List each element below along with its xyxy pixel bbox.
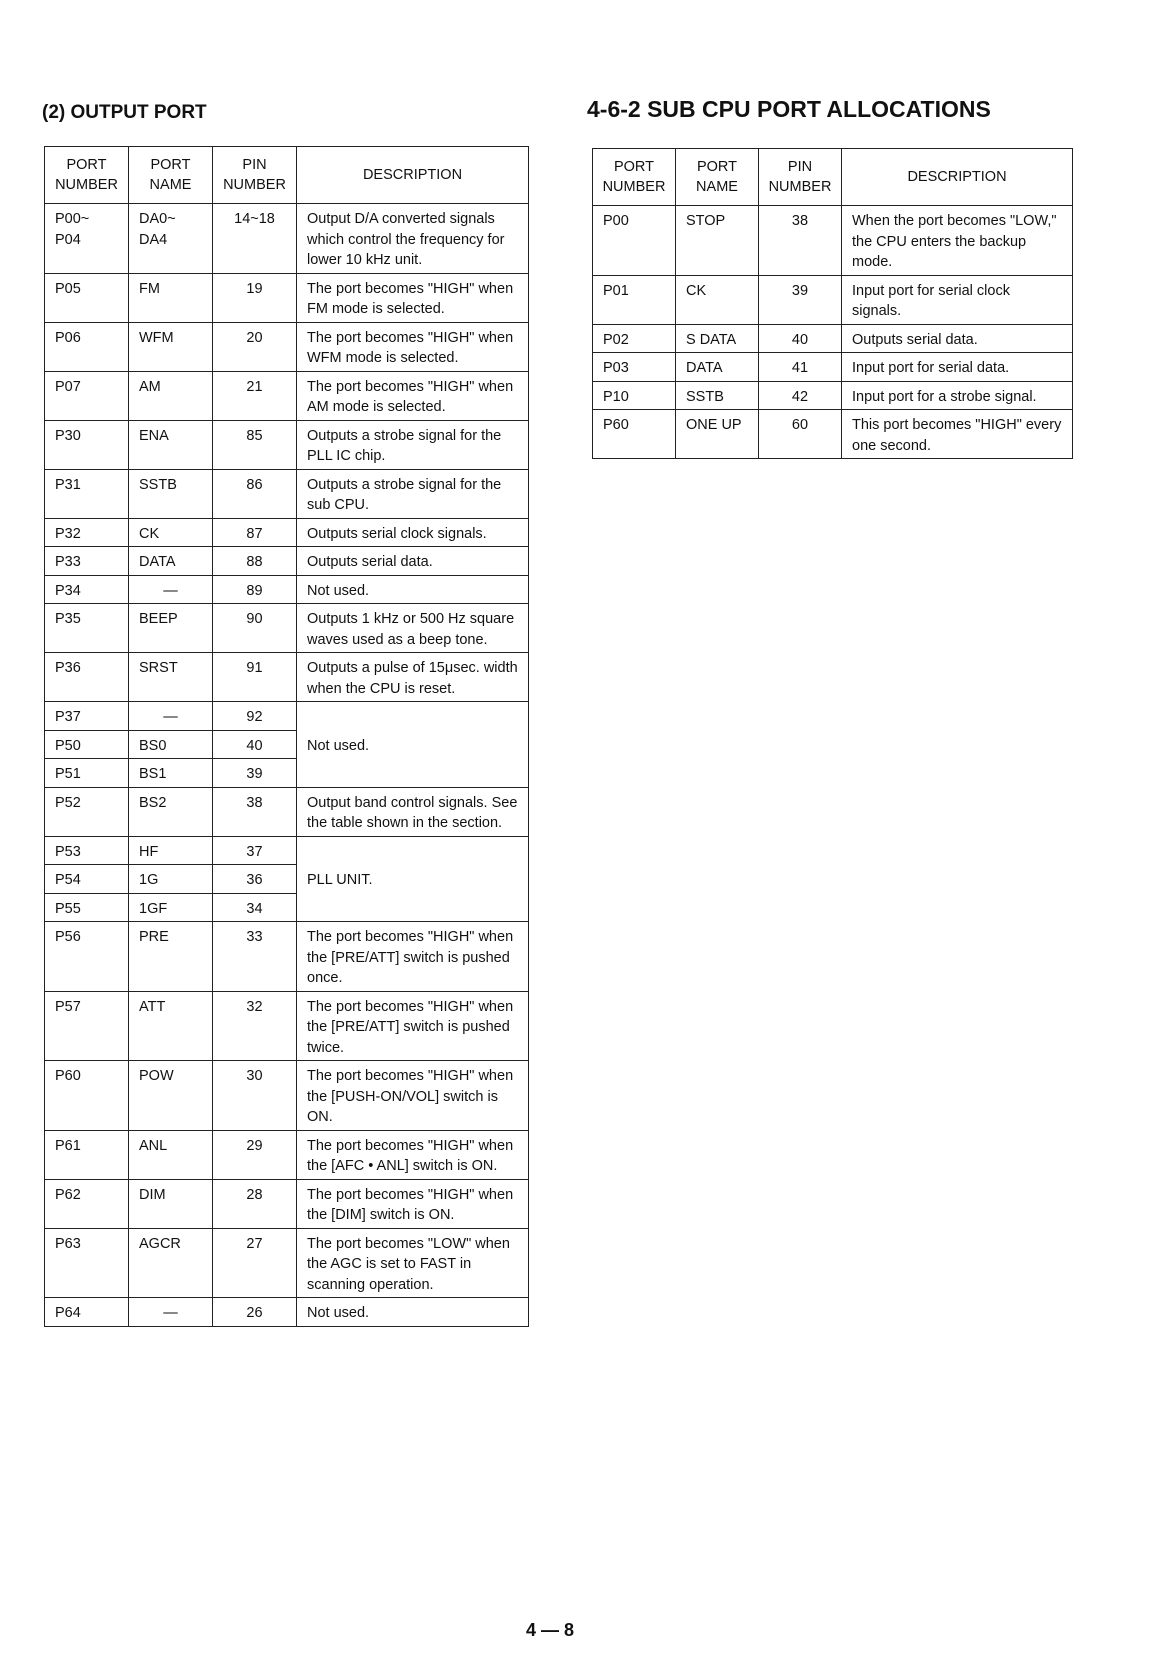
port-name: —	[129, 1298, 213, 1327]
pin-number: 40	[759, 324, 842, 353]
port-name: —	[129, 575, 213, 604]
table-row	[593, 324, 1073, 353]
merged-description-not-used: Not used.	[297, 702, 529, 788]
port-number: P10	[593, 381, 676, 410]
description: Output D/A converted signals which control the frequency for lower 10 kHz unit.	[297, 204, 529, 274]
table-row	[593, 381, 1073, 410]
port-name: BS1	[129, 759, 213, 788]
port-number: P62	[45, 1179, 129, 1228]
description: When the port becomes "LOW," the CPU enters the backup mode.	[842, 206, 1073, 276]
port-number: P02	[593, 324, 676, 353]
pin-number: 26	[213, 1298, 297, 1327]
table-row	[45, 322, 529, 371]
port-name: ATT	[129, 991, 213, 1061]
table-header-row	[45, 147, 529, 204]
table-row	[45, 420, 529, 469]
port-number: P33	[45, 547, 129, 576]
port-name: AGCR	[129, 1228, 213, 1298]
pin-number: 20	[213, 322, 297, 371]
port-name: DATA	[676, 353, 759, 382]
description: Outputs 1 kHz or 500 Hz square waves used as a beep tone.	[297, 604, 529, 653]
port-number: P34	[45, 575, 129, 604]
header-pin-number: PIN NUMBER	[213, 147, 297, 204]
header-port-number: PORT NUMBER	[593, 149, 676, 206]
port-name: SSTB	[676, 381, 759, 410]
description: Outputs serial data.	[297, 547, 529, 576]
port-number: P60	[45, 1061, 129, 1131]
table-row	[45, 653, 529, 702]
port-name: HF	[129, 836, 213, 865]
port-name: FM	[129, 273, 213, 322]
pin-number: 88	[213, 547, 297, 576]
port-name: AM	[129, 371, 213, 420]
port-name: PRE	[129, 922, 213, 992]
table-row	[45, 518, 529, 547]
pin-number: 36	[213, 865, 297, 894]
header-description: DESCRIPTION	[842, 149, 1073, 206]
table-row	[45, 922, 529, 992]
port-name: DATA	[129, 547, 213, 576]
pin-number: 28	[213, 1179, 297, 1228]
port-name: STOP	[676, 206, 759, 276]
port-name: ANL	[129, 1130, 213, 1179]
header-port-name: PORT NAME	[676, 149, 759, 206]
port-number: P64	[45, 1298, 129, 1327]
table-row	[593, 206, 1073, 276]
port-name: BS2	[129, 787, 213, 836]
port-number: P56	[45, 922, 129, 992]
port-number: P01	[593, 275, 676, 324]
port-number: P03	[593, 353, 676, 382]
port-number: P31	[45, 469, 129, 518]
table-row	[593, 353, 1073, 382]
port-number: P00~ P04	[45, 204, 129, 274]
description: The port becomes "HIGH" when the [PUSH-ON/VOL] switch is ON.	[297, 1061, 529, 1131]
pin-number: 30	[213, 1061, 297, 1131]
output-port-heading: (2) OUTPUT PORT	[42, 102, 207, 123]
port-number: P51	[45, 759, 129, 788]
port-number: P54	[45, 865, 129, 894]
port-name: ENA	[129, 420, 213, 469]
output-port-table	[44, 146, 529, 1327]
port-name: —	[129, 702, 213, 731]
pin-number: 92	[213, 702, 297, 731]
table-row	[45, 547, 529, 576]
port-number: P53	[45, 836, 129, 865]
description: Input port for a strobe signal.	[842, 381, 1073, 410]
port-number: P07	[45, 371, 129, 420]
merged-description-pll-unit: PLL UNIT.	[297, 836, 529, 922]
port-name: ONE UP	[676, 410, 759, 459]
port-number: P30	[45, 420, 129, 469]
header-description: DESCRIPTION	[297, 147, 529, 204]
port-name: CK	[129, 518, 213, 547]
port-number: P06	[45, 322, 129, 371]
pin-number: 27	[213, 1228, 297, 1298]
description: The port becomes "HIGH" when the [PRE/ATT] switch is pushed once.	[297, 922, 529, 992]
pin-number: 85	[213, 420, 297, 469]
port-number: P00	[593, 206, 676, 276]
pin-number: 39	[213, 759, 297, 788]
pin-number: 19	[213, 273, 297, 322]
pin-number: 41	[759, 353, 842, 382]
description: Outputs serial data.	[842, 324, 1073, 353]
table-row	[45, 204, 529, 274]
description: Outputs a pulse of 15μsec. width when the CPU is reset.	[297, 653, 529, 702]
description: Not used.	[297, 575, 529, 604]
sub-cpu-port-table	[592, 148, 1073, 459]
table-row	[593, 410, 1073, 459]
pin-number: 32	[213, 991, 297, 1061]
port-name: SRST	[129, 653, 213, 702]
description: Input port for serial clock signals.	[842, 275, 1073, 324]
pin-number: 14~18	[213, 204, 297, 274]
description: The port becomes "HIGH" when the [PRE/ATT] switch is pushed twice.	[297, 991, 529, 1061]
description: The port becomes "HIGH" when WFM mode is selected.	[297, 322, 529, 371]
pin-number: 39	[759, 275, 842, 324]
port-name: WFM	[129, 322, 213, 371]
table-header-row	[593, 149, 1073, 206]
pin-number: 38	[213, 787, 297, 836]
port-number: P61	[45, 1130, 129, 1179]
table-row	[45, 469, 529, 518]
port-name: BEEP	[129, 604, 213, 653]
pin-number: 38	[759, 206, 842, 276]
table-row	[45, 836, 529, 865]
table-row	[45, 1061, 529, 1131]
pin-number: 33	[213, 922, 297, 992]
table-row	[45, 1298, 529, 1327]
port-number: P37	[45, 702, 129, 731]
table-row	[45, 273, 529, 322]
table-row	[45, 604, 529, 653]
table-row	[45, 1179, 529, 1228]
port-number: P57	[45, 991, 129, 1061]
port-number: P35	[45, 604, 129, 653]
table-row	[45, 1228, 529, 1298]
description: This port becomes "HIGH" every one second.	[842, 410, 1073, 459]
pin-number: 42	[759, 381, 842, 410]
port-number: P63	[45, 1228, 129, 1298]
port-number: P52	[45, 787, 129, 836]
description: Outputs serial clock signals.	[297, 518, 529, 547]
page-number: 4 — 8	[526, 1620, 575, 1640]
pin-number: 29	[213, 1130, 297, 1179]
header-pin-number: PIN NUMBER	[759, 149, 842, 206]
pin-number: 89	[213, 575, 297, 604]
port-name: BS0	[129, 730, 213, 759]
table-row	[45, 371, 529, 420]
table-row	[593, 275, 1073, 324]
port-name: 1GF	[129, 893, 213, 922]
pin-number: 37	[213, 836, 297, 865]
port-name: SSTB	[129, 469, 213, 518]
port-number: P50	[45, 730, 129, 759]
header-port-number: PORT NUMBER	[45, 147, 129, 204]
pin-number: 60	[759, 410, 842, 459]
pin-number: 87	[213, 518, 297, 547]
description: Input port for serial data.	[842, 353, 1073, 382]
description: Outputs a strobe signal for the PLL IC chip.	[297, 420, 529, 469]
table-row	[45, 991, 529, 1061]
port-number: P60	[593, 410, 676, 459]
port-name: S DATA	[676, 324, 759, 353]
port-name: 1G	[129, 865, 213, 894]
port-number: P55	[45, 893, 129, 922]
pin-number: 91	[213, 653, 297, 702]
pin-number: 40	[213, 730, 297, 759]
description: The port becomes "HIGH" when the [AFC • ANL] switch is ON.	[297, 1130, 529, 1179]
port-name: CK	[676, 275, 759, 324]
table-row	[45, 702, 529, 731]
description: The port becomes "HIGH" when the [DIM] switch is ON.	[297, 1179, 529, 1228]
port-name: DIM	[129, 1179, 213, 1228]
description: The port becomes "HIGH" when FM mode is selected.	[297, 273, 529, 322]
header-port-name: PORT NAME	[129, 147, 213, 204]
description: The port becomes "HIGH" when AM mode is selected.	[297, 371, 529, 420]
port-number: P36	[45, 653, 129, 702]
port-name: DA0~ DA4	[129, 204, 213, 274]
description: Outputs a strobe signal for the sub CPU.	[297, 469, 529, 518]
description: Output band control signals. See the table shown in the section.	[297, 787, 529, 836]
table-row	[45, 575, 529, 604]
description: Not used.	[297, 1298, 529, 1327]
pin-number: 90	[213, 604, 297, 653]
port-name: POW	[129, 1061, 213, 1131]
table-row	[45, 787, 529, 836]
pin-number: 21	[213, 371, 297, 420]
description: The port becomes "LOW" when the AGC is set to FAST in scanning operation.	[297, 1228, 529, 1298]
port-number: P05	[45, 273, 129, 322]
sub-cpu-heading: 4-6-2 SUB CPU PORT ALLOCATIONS	[587, 96, 991, 122]
table-row	[45, 1130, 529, 1179]
port-number: P32	[45, 518, 129, 547]
pin-number: 34	[213, 893, 297, 922]
pin-number: 86	[213, 469, 297, 518]
